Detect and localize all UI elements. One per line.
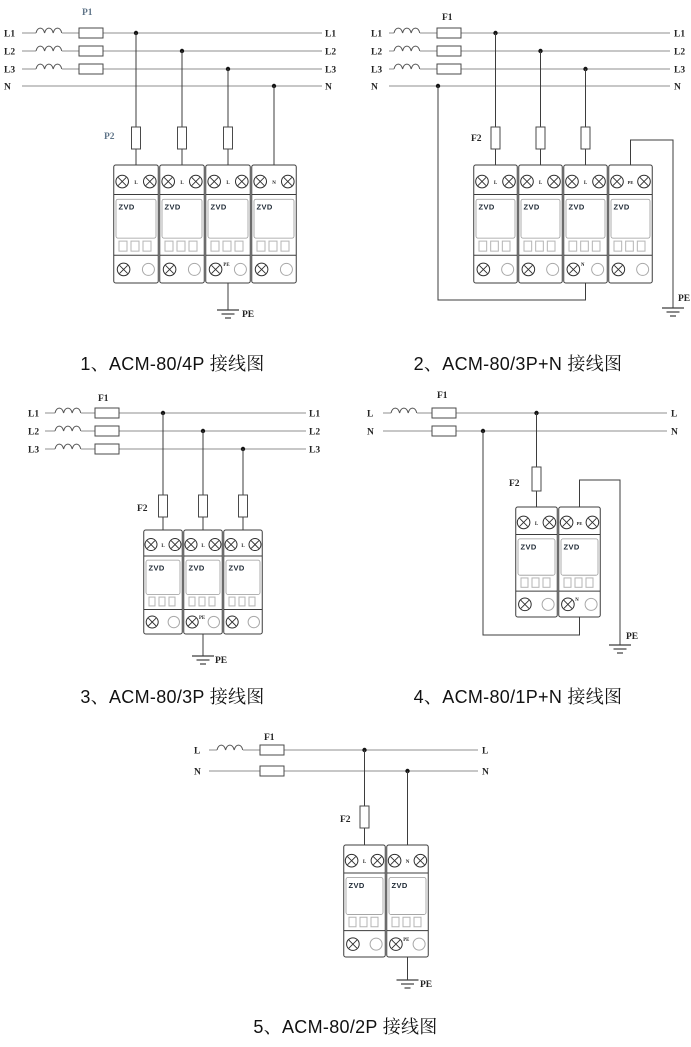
- port-circle: [592, 263, 604, 275]
- indicator-window: [581, 241, 589, 251]
- pe-label: PE: [215, 656, 228, 666]
- fuse-icon: [239, 495, 248, 517]
- terminal-label: L: [534, 521, 539, 527]
- fuse-icon: [437, 46, 461, 56]
- fuse-icon: [360, 806, 369, 828]
- terminal-label: PE: [576, 520, 583, 526]
- screw-terminal-icon: [236, 175, 249, 188]
- indicator-window: [371, 917, 378, 927]
- line-label-left: N: [4, 82, 11, 93]
- indicator-window: [502, 241, 510, 251]
- fuse-icon: [132, 127, 141, 149]
- indicator-window: [491, 241, 499, 251]
- screw-terminal-icon: [146, 616, 158, 628]
- screw-terminal-icon: [226, 616, 238, 628]
- inductor-icon: [55, 444, 81, 449]
- screw-terminal-icon: [249, 539, 261, 551]
- indicator-window: [536, 241, 544, 251]
- line-label-right: L2: [309, 427, 321, 438]
- fuse-icon: [79, 64, 103, 74]
- line-label-left: L2: [4, 47, 16, 58]
- line-label-right: L3: [674, 65, 686, 76]
- indicator-window: [149, 597, 155, 606]
- line-label-right: L3: [309, 445, 321, 456]
- port-circle: [208, 616, 219, 627]
- earth-ground-icon: [217, 310, 239, 318]
- line-label-right: L: [671, 409, 678, 420]
- spd-module: [224, 530, 263, 634]
- fuse-icon: [95, 426, 119, 436]
- line-label-left: L3: [4, 65, 16, 76]
- terminal-label: L: [583, 181, 588, 187]
- screw-terminal-icon: [116, 175, 129, 188]
- spd-module: [252, 165, 297, 283]
- screw-terminal-icon: [347, 938, 360, 951]
- module-model-label: ZVD: [523, 202, 540, 212]
- inductor-icon: [55, 426, 81, 431]
- indicator-window: [209, 597, 215, 606]
- screw-terminal-icon: [163, 263, 176, 276]
- inductor-icon: [36, 28, 62, 33]
- indicator-window: [414, 917, 421, 927]
- line-label-left: L: [367, 409, 374, 420]
- terminal-label: L: [538, 181, 543, 187]
- spd-module: [144, 530, 183, 634]
- spd-module: [609, 165, 653, 283]
- indicator-window: [403, 917, 410, 927]
- screw-terminal-icon: [255, 263, 268, 276]
- fuse-icon: [79, 28, 103, 38]
- indicator-window: [521, 578, 528, 587]
- screw-terminal-icon: [567, 263, 580, 276]
- module-model-label: ZVD: [568, 202, 585, 212]
- fuse-icon: [260, 766, 284, 776]
- inductor-icon: [391, 408, 417, 413]
- screw-terminal-icon: [612, 263, 625, 276]
- terminal-label: PE: [627, 180, 634, 186]
- terminal-label: N: [405, 860, 410, 866]
- indicator-window: [211, 241, 219, 251]
- screw-terminal-icon: [282, 175, 295, 188]
- indicator-window: [199, 597, 205, 606]
- screw-terminal-icon: [586, 516, 599, 529]
- inductor-icon: [394, 64, 420, 69]
- screw-terminal-icon: [144, 175, 157, 188]
- terminal-label: N: [581, 262, 585, 268]
- module-model-label: ZVD: [118, 202, 135, 212]
- fuse-icon: [260, 745, 284, 755]
- fuse-icon: [491, 127, 500, 149]
- fuse2-label: F2: [137, 504, 148, 514]
- indicator-window: [392, 917, 399, 927]
- port-circle: [168, 616, 179, 627]
- indicator-window: [281, 241, 289, 251]
- line-label-right: L1: [309, 409, 321, 420]
- fuse1-label: F1: [98, 394, 109, 404]
- indicator-window: [532, 578, 539, 587]
- wiring-diagram-acm80-1p-n: [345, 385, 691, 683]
- port-circle: [542, 598, 554, 610]
- spd-module: [474, 165, 518, 283]
- module-model-label: ZVD: [391, 880, 408, 890]
- screw-terminal-icon: [371, 854, 384, 867]
- port-circle: [585, 598, 597, 610]
- fuse2-label: F2: [509, 479, 520, 489]
- spd-module: [160, 165, 205, 283]
- diagram-caption-5: 5、ACM-80/2P 接线图: [253, 1017, 438, 1037]
- module-model-label: ZVD: [256, 202, 273, 212]
- indicator-window: [547, 241, 555, 251]
- indicator-window: [235, 241, 243, 251]
- screw-terminal-icon: [390, 938, 403, 951]
- terminal-label: L: [161, 544, 165, 550]
- screw-terminal-icon: [208, 175, 221, 188]
- spd-module: [516, 507, 558, 617]
- inductor-icon: [217, 745, 243, 750]
- earth-ground-icon: [192, 656, 214, 664]
- pe-label: PE: [242, 310, 255, 320]
- terminal-label: L: [180, 181, 184, 187]
- fuse1-label: F1: [442, 13, 453, 23]
- port-circle: [234, 263, 246, 275]
- terminal-label: N: [272, 181, 276, 187]
- inductor-icon: [394, 46, 420, 51]
- fuse-icon: [432, 408, 456, 418]
- wiring-diagram-acm80-3p: [0, 385, 345, 683]
- inductor-icon: [394, 28, 420, 33]
- terminal-label: L: [134, 181, 138, 187]
- screw-terminal-icon: [185, 539, 197, 551]
- line-label-right: N: [325, 82, 332, 93]
- line-label-left: L: [194, 746, 201, 757]
- pe-label: PE: [678, 294, 691, 304]
- indicator-window: [177, 241, 185, 251]
- indicator-window: [543, 578, 550, 587]
- line-label-right: N: [482, 767, 489, 778]
- screw-terminal-icon: [543, 516, 556, 529]
- fuse-icon: [536, 127, 545, 149]
- indicator-window: [524, 241, 532, 251]
- indicator-window: [239, 597, 245, 606]
- spd-module: [387, 845, 429, 957]
- screw-terminal-icon: [611, 175, 624, 188]
- pe-label: PE: [626, 632, 639, 642]
- indicator-window: [249, 597, 255, 606]
- line-label-right: N: [671, 427, 678, 438]
- screw-terminal-icon: [145, 539, 157, 551]
- indicator-window: [349, 917, 356, 927]
- indicator-window: [143, 241, 151, 251]
- screw-terminal-icon: [388, 854, 401, 867]
- spd-module: [206, 165, 251, 283]
- screw-terminal-icon: [521, 175, 534, 188]
- terminal-label: N: [575, 598, 579, 604]
- diagram-caption-1: 1、ACM-80/4P 接线图: [80, 354, 265, 374]
- line-label-left: L1: [4, 29, 16, 40]
- fuse-icon: [199, 495, 208, 517]
- spd-module: [559, 507, 601, 617]
- fuse-icon: [581, 127, 590, 149]
- fuse-icon: [432, 426, 456, 436]
- wiring-diagram-acm80-3p-n: [345, 0, 691, 347]
- diagram-caption-3: 3、ACM-80/3P 接线图: [80, 687, 265, 707]
- inductor-icon: [36, 46, 62, 51]
- inductor-icon: [36, 64, 62, 69]
- line-label-left: L2: [371, 47, 383, 58]
- terminal-label: L: [201, 544, 205, 550]
- port-circle: [370, 938, 382, 950]
- screw-terminal-icon: [414, 854, 427, 867]
- module-model-label: ZVD: [164, 202, 181, 212]
- wiring-diagram-acm80-4p: [0, 0, 345, 347]
- screw-terminal-icon: [477, 263, 490, 276]
- line-label-right: L: [482, 746, 489, 757]
- fuse2-label: F2: [471, 134, 482, 144]
- indicator-window: [564, 578, 571, 587]
- fuse-icon: [437, 28, 461, 38]
- fuse-icon: [95, 444, 119, 454]
- line-label-left: N: [194, 767, 201, 778]
- indicator-window: [223, 241, 231, 251]
- screw-terminal-icon: [345, 854, 358, 867]
- port-circle: [280, 263, 292, 275]
- port-circle: [248, 616, 259, 627]
- pe-label: PE: [420, 980, 433, 990]
- indicator-window: [637, 241, 645, 251]
- terminal-label: PE: [223, 262, 230, 268]
- indicator-window: [189, 597, 195, 606]
- port-circle: [142, 263, 154, 275]
- line-label-right: L1: [674, 29, 686, 40]
- port-circle: [502, 263, 514, 275]
- fuse2-label: F2: [340, 815, 351, 825]
- earth-ground-icon: [609, 645, 631, 653]
- spd-module: [344, 845, 386, 957]
- screw-terminal-icon: [517, 516, 530, 529]
- screw-terminal-icon: [190, 175, 203, 188]
- module-model-label: ZVD: [613, 202, 630, 212]
- fuse-icon: [178, 127, 187, 149]
- terminal-label: L: [362, 860, 367, 866]
- screw-terminal-icon: [254, 175, 267, 188]
- screw-terminal-icon: [566, 175, 579, 188]
- screw-terminal-icon: [225, 539, 237, 551]
- earth-ground-icon: [397, 980, 419, 988]
- indicator-window: [229, 597, 235, 606]
- indicator-window: [189, 241, 197, 251]
- fuse-icon: [95, 408, 119, 418]
- screw-terminal-icon: [209, 539, 221, 551]
- spd-module: [519, 165, 563, 283]
- line-label-left: L1: [28, 409, 40, 420]
- indicator-window: [169, 597, 175, 606]
- inductor-icon: [55, 408, 81, 413]
- screw-terminal-icon: [638, 175, 651, 188]
- line-label-right: L3: [325, 65, 337, 76]
- fuse1-label: F1: [264, 733, 275, 743]
- diagram-caption-4: 4、ACM-80/1P+N 接线图: [413, 687, 623, 707]
- indicator-window: [626, 241, 634, 251]
- port-circle: [188, 263, 200, 275]
- screw-terminal-icon: [162, 175, 175, 188]
- fuse2-label: P2: [104, 132, 115, 142]
- terminal-label: PE: [199, 615, 206, 621]
- line-label-left: N: [371, 82, 378, 93]
- spd-module: [114, 165, 159, 283]
- line-label-right: L1: [325, 29, 337, 40]
- indicator-window: [569, 241, 577, 251]
- module-model-label: ZVD: [348, 880, 365, 890]
- wiring-diagram-acm80-2p: [170, 718, 520, 1010]
- port-circle: [413, 938, 425, 950]
- indicator-window: [131, 241, 139, 251]
- line-label-right: N: [674, 82, 681, 93]
- indicator-window: [360, 917, 367, 927]
- spd-module: [184, 530, 223, 634]
- fuse-icon: [224, 127, 233, 149]
- spd-module: [564, 165, 608, 283]
- fuse1-label: F1: [437, 391, 448, 401]
- screw-terminal-icon: [562, 598, 575, 611]
- fuse-icon: [79, 46, 103, 56]
- indicator-window: [586, 578, 593, 587]
- indicator-window: [479, 241, 487, 251]
- line-label-left: L3: [371, 65, 383, 76]
- screw-terminal-icon: [548, 175, 561, 188]
- screw-terminal-icon: [503, 175, 516, 188]
- module-model-label: ZVD: [478, 202, 495, 212]
- indicator-window: [269, 241, 277, 251]
- module-model-label: ZVD: [563, 542, 580, 552]
- indicator-window: [257, 241, 265, 251]
- diagram-caption-2: 2、ACM-80/3P+N 接线图: [413, 354, 623, 374]
- screw-terminal-icon: [519, 598, 532, 611]
- port-circle: [547, 263, 559, 275]
- line-label-right: L2: [674, 47, 686, 58]
- indicator-window: [592, 241, 600, 251]
- screw-terminal-icon: [560, 516, 573, 529]
- line-label-left: L3: [28, 445, 40, 456]
- terminal-label: PE: [403, 937, 410, 943]
- indicator-window: [165, 241, 173, 251]
- fuse1-label: P1: [82, 8, 93, 18]
- module-model-label: ZVD: [148, 563, 165, 573]
- indicator-window: [159, 597, 165, 606]
- fuse-icon: [532, 467, 541, 491]
- indicator-window: [575, 578, 582, 587]
- screw-terminal-icon: [169, 539, 181, 551]
- screw-terminal-icon: [593, 175, 606, 188]
- screw-terminal-icon: [522, 263, 535, 276]
- port-circle: [637, 263, 649, 275]
- indicator-window: [614, 241, 622, 251]
- terminal-label: L: [241, 544, 245, 550]
- screw-terminal-icon: [209, 263, 222, 276]
- module-model-label: ZVD: [520, 542, 537, 552]
- terminal-label: L: [226, 181, 230, 187]
- line-label-right: L2: [325, 47, 337, 58]
- line-label-left: L1: [371, 29, 383, 40]
- screw-terminal-icon: [117, 263, 130, 276]
- terminal-label: L: [493, 181, 498, 187]
- line-label-left: L2: [28, 427, 40, 438]
- earth-ground-icon: [662, 308, 684, 316]
- line-label-left: N: [367, 427, 374, 438]
- module-model-label: ZVD: [210, 202, 227, 212]
- screw-terminal-icon: [186, 616, 198, 628]
- screw-terminal-icon: [476, 175, 489, 188]
- module-model-label: ZVD: [228, 563, 245, 573]
- fuse-icon: [437, 64, 461, 74]
- indicator-window: [119, 241, 127, 251]
- fuse-icon: [159, 495, 168, 517]
- module-model-label: ZVD: [188, 563, 205, 573]
